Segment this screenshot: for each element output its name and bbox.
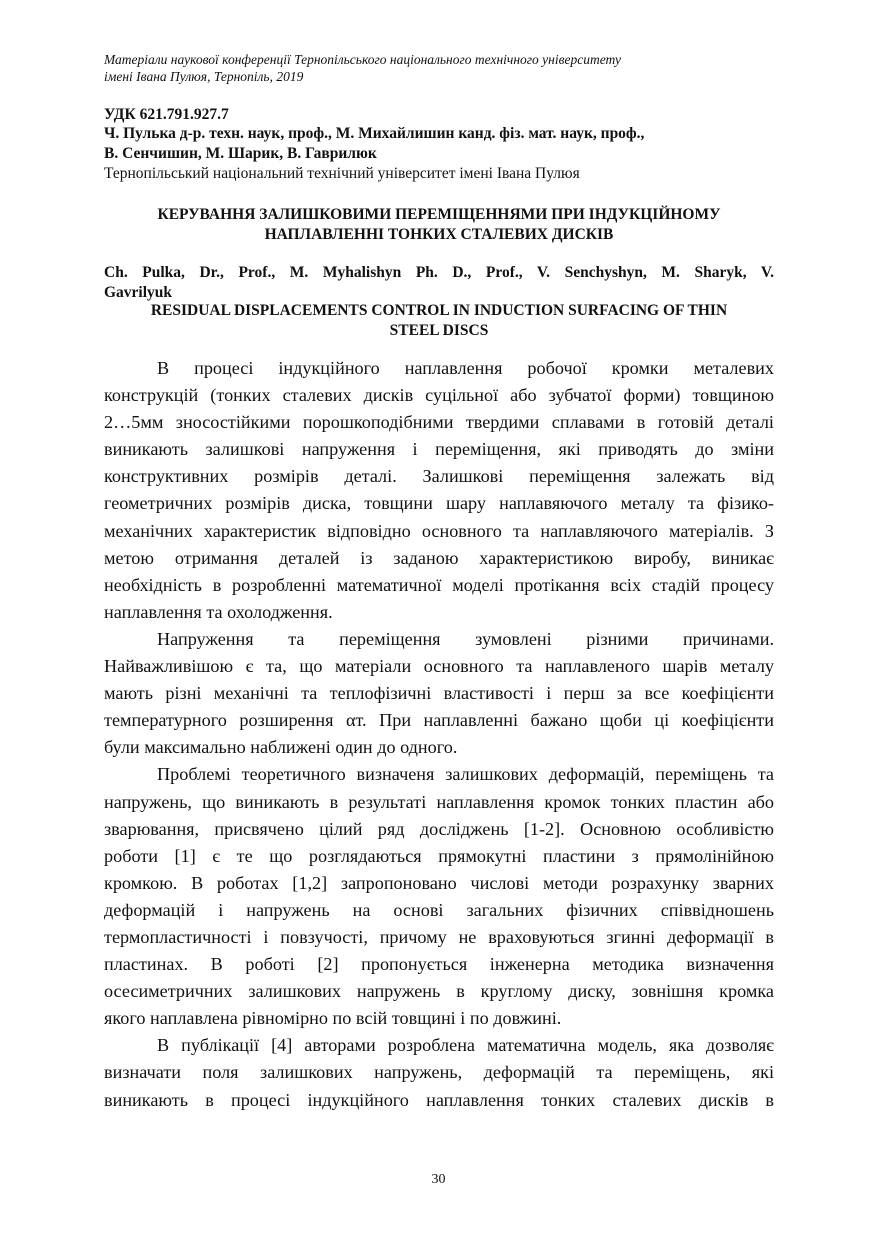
paragraph-line: В процесі індукційного наплавлення робочої кромки металевих [157,358,774,378]
paragraph-line: Напруження та переміщення зумовлені різними причинами. [157,628,774,649]
page-number: 30 [431,1172,446,1187]
affiliation: Тернопільський національний технічний університет імені Івана Пулюя [104,165,580,182]
paragraph-line: мають різні механічні та теплофізичні властивості і перш за все коефіцієнти [104,683,774,704]
body-paragraph [104,626,774,761]
title-line: НАПЛАВЛЕННІ ТОНКИХ СТАЛЕВИХ ДИСКІВ [264,226,614,243]
paragraph-line: якого наплавлена рівномірно по всій товщині і по довжині. [104,1008,562,1029]
title-line: КЕРУВАННЯ ЗАЛИШКОВИМИ ПЕРЕМІЩЕННЯМИ ПРИ ІНДУКЦІЙНОМУ [157,206,721,223]
authors-line: Ч. Пулька д-р. техн. наук, проф., М. Михайлишин канд. фіз. мат. наук, проф., [104,125,645,142]
paragraph-line: кромкою. В роботах [1,2] запропоновано числові методи розрахунку зварних [104,872,774,893]
body-paragraph [104,761,774,1032]
paragraph-line: наплавлення та охолодження. [104,601,333,622]
paragraph-line: метою отримання деталей із заданою характеристикою виробу, виникає [104,547,774,568]
body-text [104,355,774,1114]
authors-ukrainian [104,124,644,164]
paragraph-line: роботи [1] є те що розглядаються прямокутні пластини з прямолінійною [104,845,774,866]
paragraph-line: геометричних розмірів диска, товщини шару наплавяючого металу та фізико- [104,493,774,514]
paragraph-line: температурного розширення αт. При наплавленні бажано щоби ці коефіцієнти [104,710,774,731]
authors-line: В. Сенчишин, М. Шарик, В. Гаврилюк [104,145,377,162]
paper-title-ukrainian [104,205,774,245]
paragraph-line: 2…5мм зносостійкими порошкоподібними твердими сплавами в готовій деталі [104,412,774,433]
udc-code: УДК 621.791.927.7 [104,106,229,123]
paragraph-line: визначати поля залишкових напружень, деформацій та переміщень, які [104,1062,774,1083]
paragraph-line: термопластичності і повзучості, причому не враховуються згинні деформації в [104,926,774,947]
title-line: STEEL DISCS [389,322,489,339]
paragraph-line: деформацій і напружень на основі загальних фізичних співвідношень [104,899,774,920]
running-head-line: Матеріали наукової конференції Тернопільського національного технічного університету [104,52,621,67]
paragraph-line: конструкцій (тонких сталевих дисків суцільної або зубчатої форми) товщиною [104,385,774,406]
paragraph-line: зварювання, присвячено цілий ряд досліджень [1-2]. Основною особливістю [104,818,774,839]
authors-line: Gavrilyuk [104,284,173,301]
paragraph-line: пластинах. В роботі [2] пропонується інженерна методика визначення [104,954,774,975]
paragraph-line: Найважливішою є та, що матеріали основного та наплавленого шарів металу [104,656,774,677]
paragraph-line: механічних характеристик відповідно основного та наплавляючого матеріалів. З [104,520,774,541]
paragraph-line: В публікації [4] авторами розроблена математична модель, яка дозволяє [157,1035,774,1056]
paper-title-english [104,301,774,341]
paragraph-line: були максимально наближені один до одного. [104,737,458,758]
running-head [104,51,784,85]
running-head-line: імені Івана Пулюя, Тернопіль, 2019 [104,69,304,84]
paragraph-line: осесиметричних залишкових напружень в круглому диску, зовнішня кромка [104,981,774,1002]
paragraph-line: напружень, що виникають в результаті наплавлення кромок тонких пластин або [104,791,774,812]
body-paragraph [104,355,774,626]
authors-line: Ch. Pulka, Dr., Prof., M. Myhalishyn Ph. D., Prof., V. Senchyshyn, M. Sharyk, V. [104,264,774,281]
paragraph-line: виникають залишкові напруження і переміщення, які приводять до зміни [104,439,774,460]
paragraph-line: Проблемі теоретичного визначеня залишкових деформацій, переміщень та [157,764,774,785]
paragraph-line: виникають в процесі індукційного наплавлення тонких сталевих дисків в [104,1089,774,1110]
title-line: RESIDUAL DISPLACEMENTS CONTROL IN INDUCTION SURFACING OF THIN [150,302,728,319]
paragraph-line: необхідність в розробленні математичної моделі протікання всіх стадій процесу [104,574,774,595]
body-paragraph [104,1032,774,1113]
authors-english [104,263,774,303]
paragraph-line: конструктивних розмірів деталі. Залишкові переміщення залежать від [104,466,774,487]
